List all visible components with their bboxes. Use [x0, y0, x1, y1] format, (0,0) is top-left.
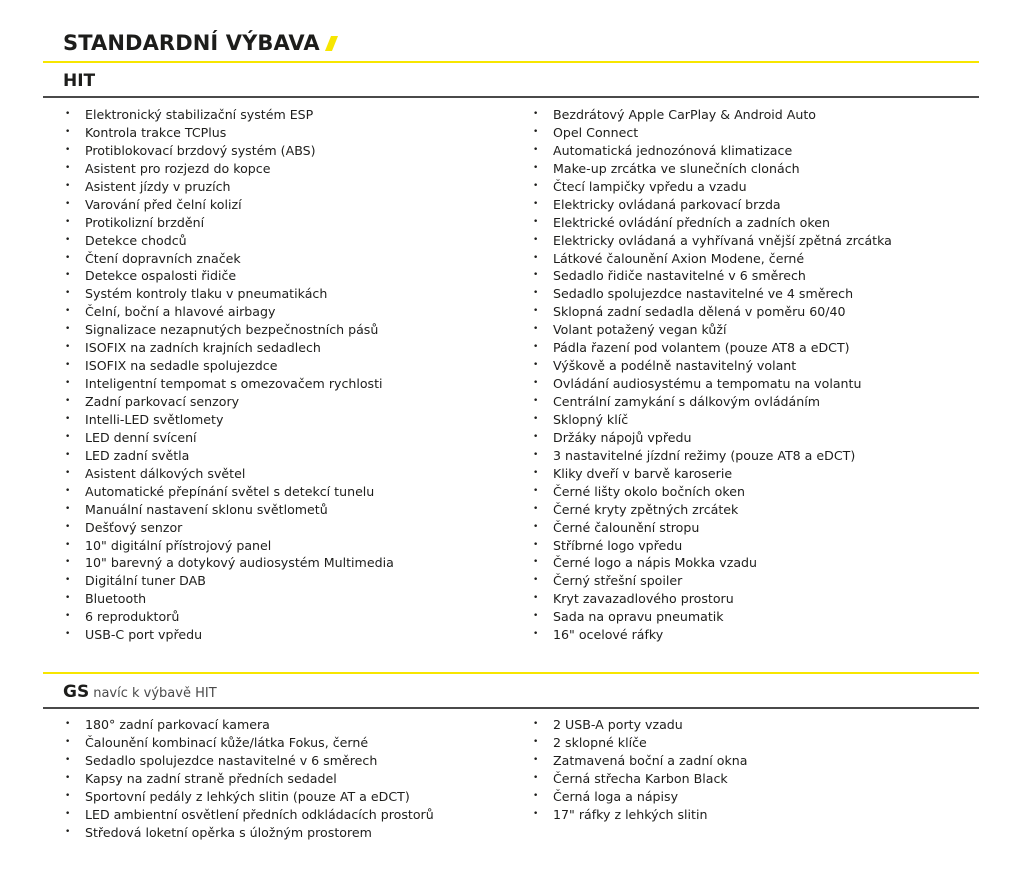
- list-item: • Kapsy na zadní straně předních sedadel: [64, 770, 434, 788]
- page-title-text: STANDARDNÍ VÝBAVA: [63, 31, 320, 55]
- list-item: • Elektrické ovládání předních a zadních oken: [532, 214, 892, 232]
- list-item: • Pádla řazení pod volantem (pouze AT8 a eDCT): [532, 339, 892, 357]
- list-item: • Sklopná zadní sedadla dělená v poměru 60/40: [532, 303, 892, 321]
- list-item: • Signalizace nezapnutých bezpečnostních pásů: [64, 321, 394, 339]
- list-item: • Systém kontroly tlaku v pneumatikách: [64, 285, 394, 303]
- list-item: • Výškově a podélně nastavitelný volant: [532, 357, 892, 375]
- list-item: • Detekce chodců: [64, 232, 394, 250]
- list-item: • Zatmavená boční a zadní okna: [532, 752, 748, 770]
- section-divider: [43, 707, 979, 709]
- list-item: • 3 nastavitelné jízdní režimy (pouze AT8 a eDCT): [532, 447, 892, 465]
- list-item: • Make-up zrcátka ve slunečních clonách: [532, 160, 892, 178]
- list-item: • Čalounění kombinací kůže/látka Fokus, černé: [64, 734, 434, 752]
- list-item: • Sedadlo řidiče nastavitelné v 6 směrech: [532, 267, 892, 285]
- list-item: • Varování před čelní kolizí: [64, 196, 394, 214]
- list-item: • Černé čalounění stropu: [532, 519, 892, 537]
- list-item: • Sada na opravu pneumatik: [532, 608, 892, 626]
- list-item: • Dešťový senzor: [64, 519, 394, 537]
- hit-left-list: [64, 106, 394, 644]
- list-item: • Černé lišty okolo bočních oken: [532, 483, 892, 501]
- list-item: • Sklopný klíč: [532, 411, 892, 429]
- section-title-gs: [63, 682, 217, 702]
- list-item: • 2 USB-A porty vzadu: [532, 716, 748, 734]
- list-item: • ISOFIX na sedadle spolujezdce: [64, 357, 394, 375]
- list-item: • LED ambientní osvětlení předních odkládacích prostorů: [64, 806, 434, 824]
- section-subtitle: navíc k výbavě HIT: [93, 686, 217, 701]
- list-item: • Asistent dálkových světel: [64, 465, 394, 483]
- list-item: • Volant potažený vegan kůží: [532, 321, 892, 339]
- list-item: • 17" ráfky z lehkých slitin: [532, 806, 748, 824]
- list-item: • Černé logo a nápis Mokka vzadu: [532, 554, 892, 572]
- list-item: • Sedadlo spolujezdce nastavitelné v 6 směrech: [64, 752, 434, 770]
- list-item: • 10" barevný a dotykový audiosystém Multimedia: [64, 554, 394, 572]
- list-item: • Automatická jednozónová klimatizace: [532, 142, 892, 160]
- list-item: • Sedadlo spolujezdce nastavitelné ve 4 směrech: [532, 285, 892, 303]
- gs-left-list: [64, 716, 434, 842]
- list-item: • Digitální tuner DAB: [64, 572, 394, 590]
- list-item: • Automatické přepínání světel s detekcí tunelu: [64, 483, 394, 501]
- list-item: • Asistent pro rozjezd do kopce: [64, 160, 394, 178]
- list-item: • LED denní svícení: [64, 429, 394, 447]
- list-item: • Asistent jízdy v pruzích: [64, 178, 394, 196]
- list-item: • 16" ocelové ráfky: [532, 626, 892, 644]
- list-item: • Bluetooth: [64, 590, 394, 608]
- list-item: • Středová loketní opěrka s úložným prostorem: [64, 824, 434, 842]
- list-item: • Ovládání audiosystému a tempomatu na volantu: [532, 375, 892, 393]
- section-title-text: HIT: [63, 71, 96, 91]
- list-item: • Stříbrné logo vpředu: [532, 537, 892, 555]
- list-item: • Detekce ospalosti řidiče: [64, 267, 394, 285]
- section-divider: [43, 96, 979, 98]
- list-item: • Inteligentní tempomat s omezovačem rychlosti: [64, 375, 394, 393]
- list-item: • Bezdrátový Apple CarPlay & Android Auto: [532, 106, 892, 124]
- list-item: • 10" digitální přístrojový panel: [64, 537, 394, 555]
- list-item: • Opel Connect: [532, 124, 892, 142]
- list-item: • Elektricky ovládaná parkovací brzda: [532, 196, 892, 214]
- accent-divider: [43, 61, 979, 63]
- list-item: • Kliky dveří v barvě karoserie: [532, 465, 892, 483]
- list-item: • Kontrola trakce TCPlus: [64, 124, 394, 142]
- list-item: • ISOFIX na zadních krajních sedadlech: [64, 339, 394, 357]
- list-item: • Čtení dopravních značek: [64, 250, 394, 268]
- list-item: • Intelli-LED světlomety: [64, 411, 394, 429]
- accent-divider: [43, 672, 979, 674]
- list-item: • Látkové čalounění Axion Modene, černé: [532, 250, 892, 268]
- list-item: • USB-C port vpředu: [64, 626, 394, 644]
- list-item: • Černá střecha Karbon Black: [532, 770, 748, 788]
- hit-right-list: [532, 106, 892, 644]
- list-item: • Elektricky ovládaná a vyhřívaná vnější zpětná zrcátka: [532, 232, 892, 250]
- list-item: • Čtecí lampičky vpředu a vzadu: [532, 178, 892, 196]
- list-item: • Centrální zamykání s dálkovým ovládáním: [532, 393, 892, 411]
- list-item: • Elektronický stabilizační systém ESP: [64, 106, 394, 124]
- page-title: [63, 31, 335, 55]
- list-item: • Držáky nápojů vpředu: [532, 429, 892, 447]
- list-item: • Černý střešní spoiler: [532, 572, 892, 590]
- section-title-hit: [63, 71, 95, 91]
- gs-right-list: [532, 716, 748, 824]
- list-item: • Manuální nastavení sklonu světlometů: [64, 501, 394, 519]
- section-title-text: GS: [63, 682, 90, 702]
- accent-slash-icon: [325, 36, 338, 51]
- list-item: • LED zadní světla: [64, 447, 394, 465]
- list-item: • 2 sklopné klíče: [532, 734, 748, 752]
- list-item: • Sportovní pedály z lehkých slitin (pouze AT a eDCT): [64, 788, 434, 806]
- list-item: • Černé kryty zpětných zrcátek: [532, 501, 892, 519]
- list-item: • 180° zadní parkovací kamera: [64, 716, 434, 734]
- list-item: • Protikolizní brzdění: [64, 214, 394, 232]
- list-item: • Černá loga a nápisy: [532, 788, 748, 806]
- list-item: • Čelní, boční a hlavové airbagy: [64, 303, 394, 321]
- list-item: • Zadní parkovací senzory: [64, 393, 394, 411]
- list-item: • 6 reproduktorů: [64, 608, 394, 626]
- list-item: • Kryt zavazadlového prostoru: [532, 590, 892, 608]
- list-item: • Protiblokovací brzdový systém (ABS): [64, 142, 394, 160]
